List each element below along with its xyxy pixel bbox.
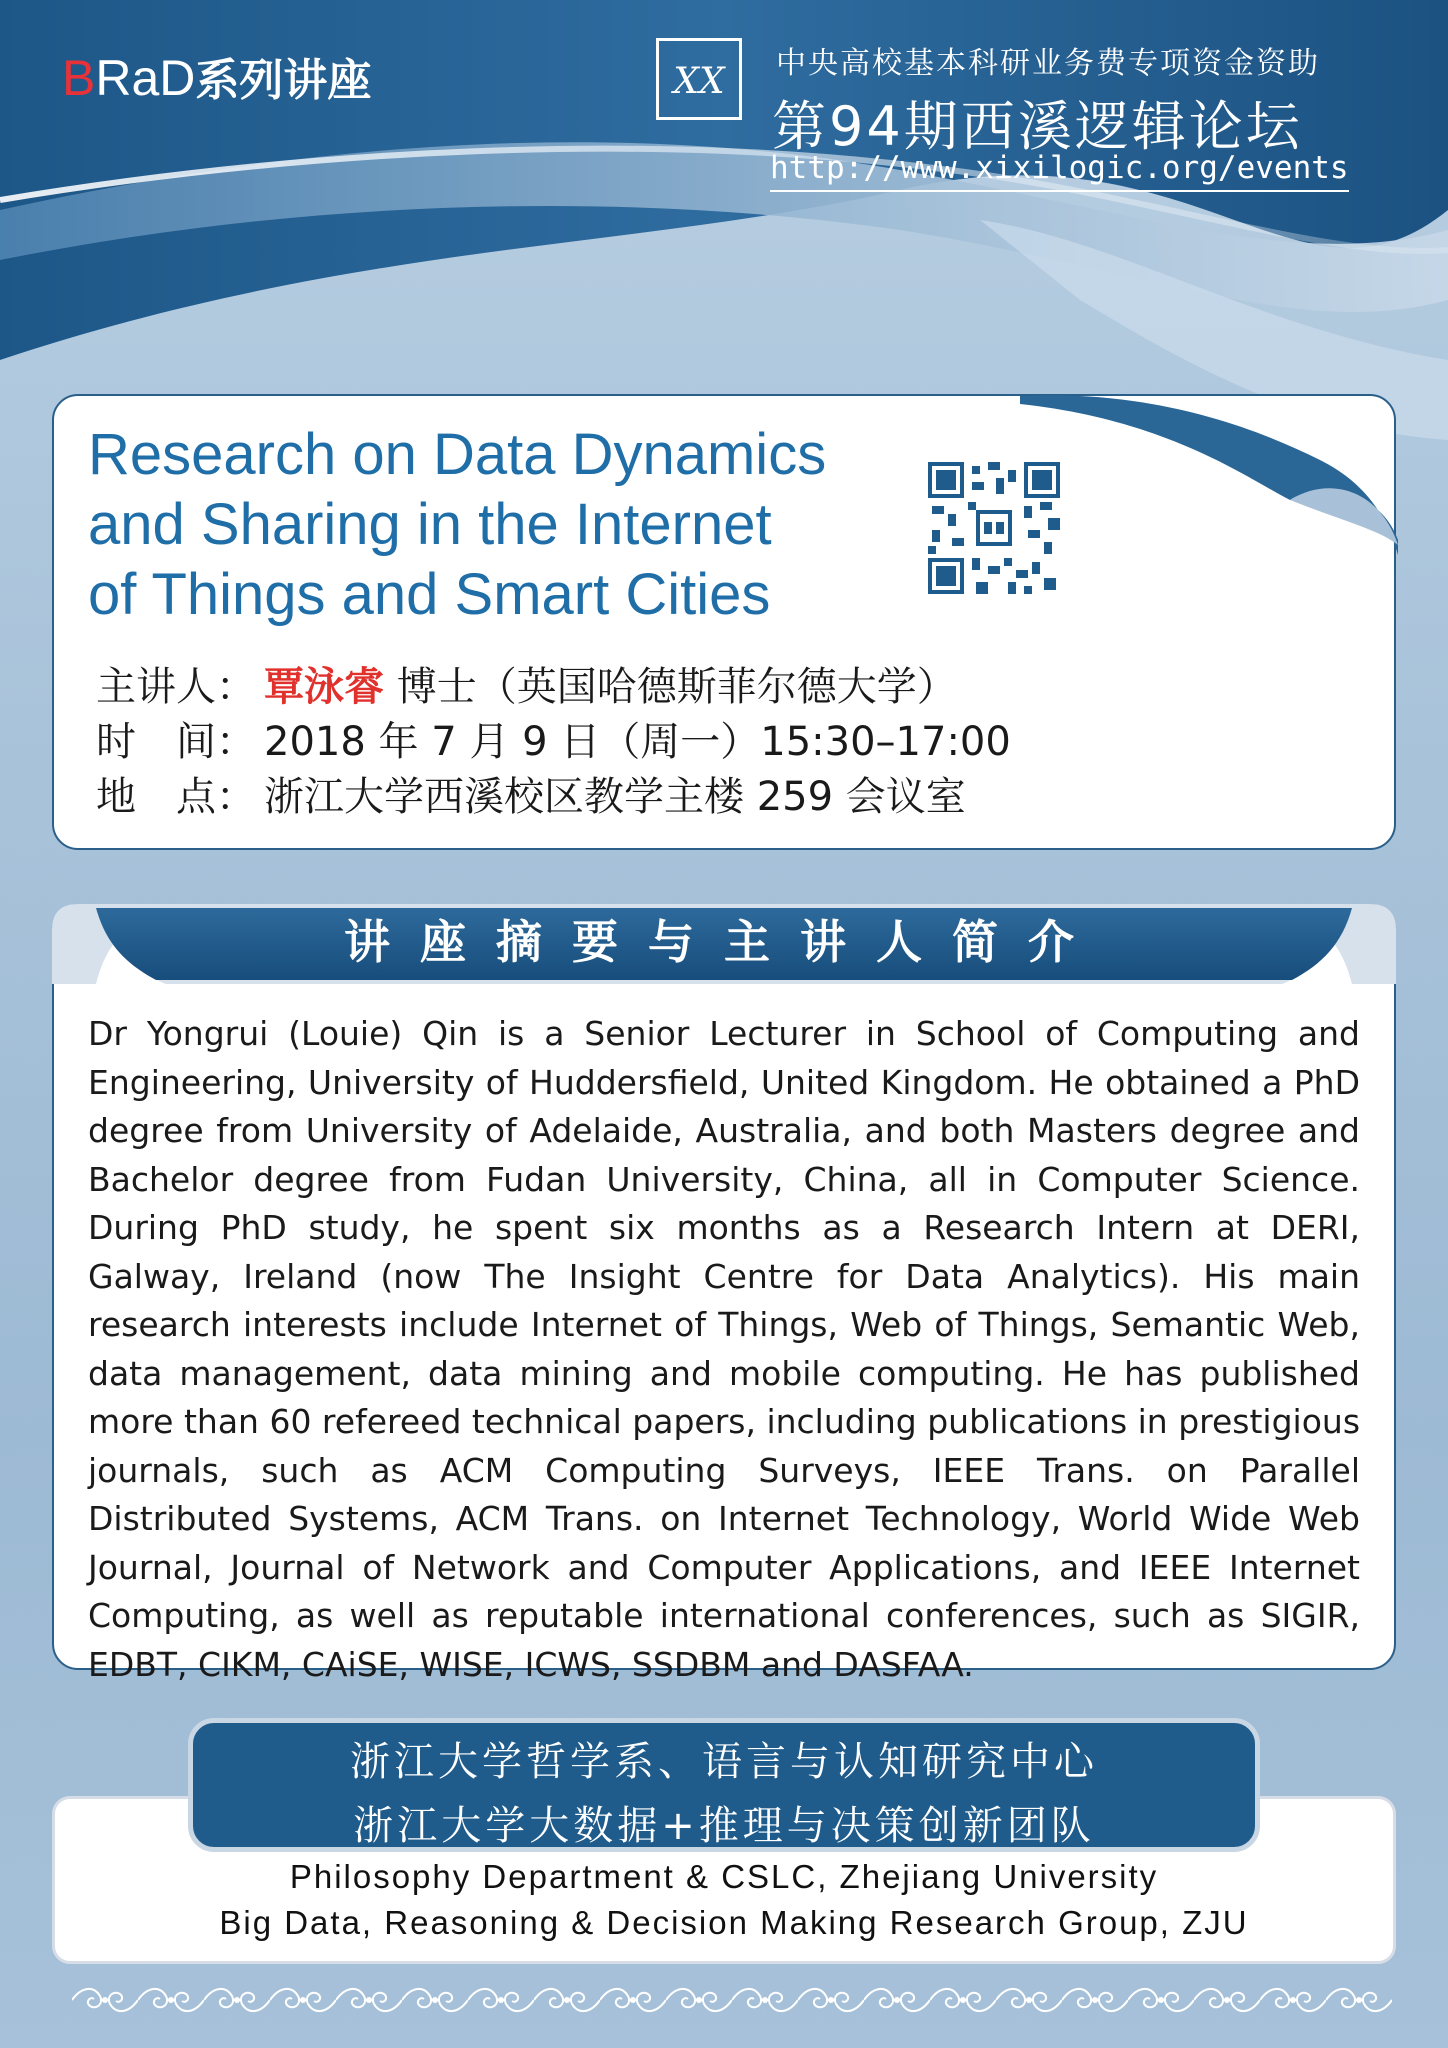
- events-url[interactable]: http://www.xixilogic.org/events: [770, 150, 1349, 192]
- speaker-label: 主讲人：: [96, 664, 256, 710]
- qr-code-icon[interactable]: [928, 462, 1060, 594]
- series-title: [62, 44, 371, 108]
- funding-line: 中央高校基本科研业务费专项资金资助: [776, 46, 1320, 81]
- forum-title: 第94期西溪逻辑论坛: [772, 95, 1303, 158]
- speaker-name: 覃泳睿: [264, 664, 384, 710]
- place-label: 地 点：: [96, 774, 256, 820]
- talk-title-line: of Things and Smart Cities: [88, 562, 771, 627]
- page-curl-decoration: [1020, 380, 1400, 560]
- speaker-row: [96, 660, 1011, 715]
- time-label: 时 间：: [96, 719, 256, 765]
- decorative-border-ornament: [72, 1980, 1392, 2020]
- place-value: 浙江大学西溪校区教学主楼 259 会议室: [264, 774, 966, 820]
- english-affiliation-1: Philosophy Department & CSLC, Zhejiang University: [289, 1858, 1159, 1895]
- place-row: [96, 770, 1011, 825]
- series-chinese: 系列讲座: [195, 55, 372, 106]
- time-value: 2018 年 7 月 9 日（周一）15:30–17:00: [264, 719, 1011, 765]
- talk-title: [88, 420, 888, 630]
- time-row: [96, 715, 1011, 770]
- talk-title-line: Research on Data Dynamics: [88, 422, 827, 487]
- talk-details: [96, 660, 1011, 825]
- english-affiliation-2: Big Data, Reasoning & Decision Making Research Group, ZJU: [219, 1904, 1249, 1941]
- department-line-2: 浙江大学大数据+推理与决策创新团队: [353, 1803, 1095, 1849]
- series-rad-letters: RaD: [95, 50, 196, 106]
- abstract-body: Dr Yongrui (Louie) Qin is a Senior Lecturer in School of Computing and Engineering, University of Huddersfield, United Kingdom. He obtained a PhD degree from University of Adelaide, Australia, and both Masters degree and Bachelor degree from Fudan University, China, all in Computer Science. During PhD study, he spent six months as a Research Intern at DERI, Galway, Ireland (now The Insight Centre for Data Analytics). His main research interests include Internet of Things, Web of Things, Semantic Web, data management, data mining and mobile computing. He has published more than 60 refereed technical papers, including publications in prestigious journals, such as ACM Computing Surveys, IEEE Trans. on Parallel Distributed Systems, ACM Trans. on Internet Technology, World Wide Web Journal, Journal of Network and Computer Applications, and IEEE Internet Computing, as well as reputable international conferences, such as SIGIR, EDBT, CIKM, CAiSE, WISE, ICWS, SSDBM and DASFAA.: [88, 1014, 1361, 1684]
- speaker-affiliation: 博士（英国哈德斯菲尔德大学）: [384, 664, 957, 710]
- department-line-1: 浙江大学哲学系、语言与认知研究中心: [350, 1739, 1098, 1785]
- xixi-logo-icon: [656, 38, 742, 120]
- series-b-letter: B: [62, 50, 96, 106]
- talk-title-line: and Sharing in the Internet: [88, 492, 772, 557]
- abstract-heading: 讲座摘要与主讲人简介: [344, 915, 1104, 969]
- logo-text: XX: [673, 61, 725, 102]
